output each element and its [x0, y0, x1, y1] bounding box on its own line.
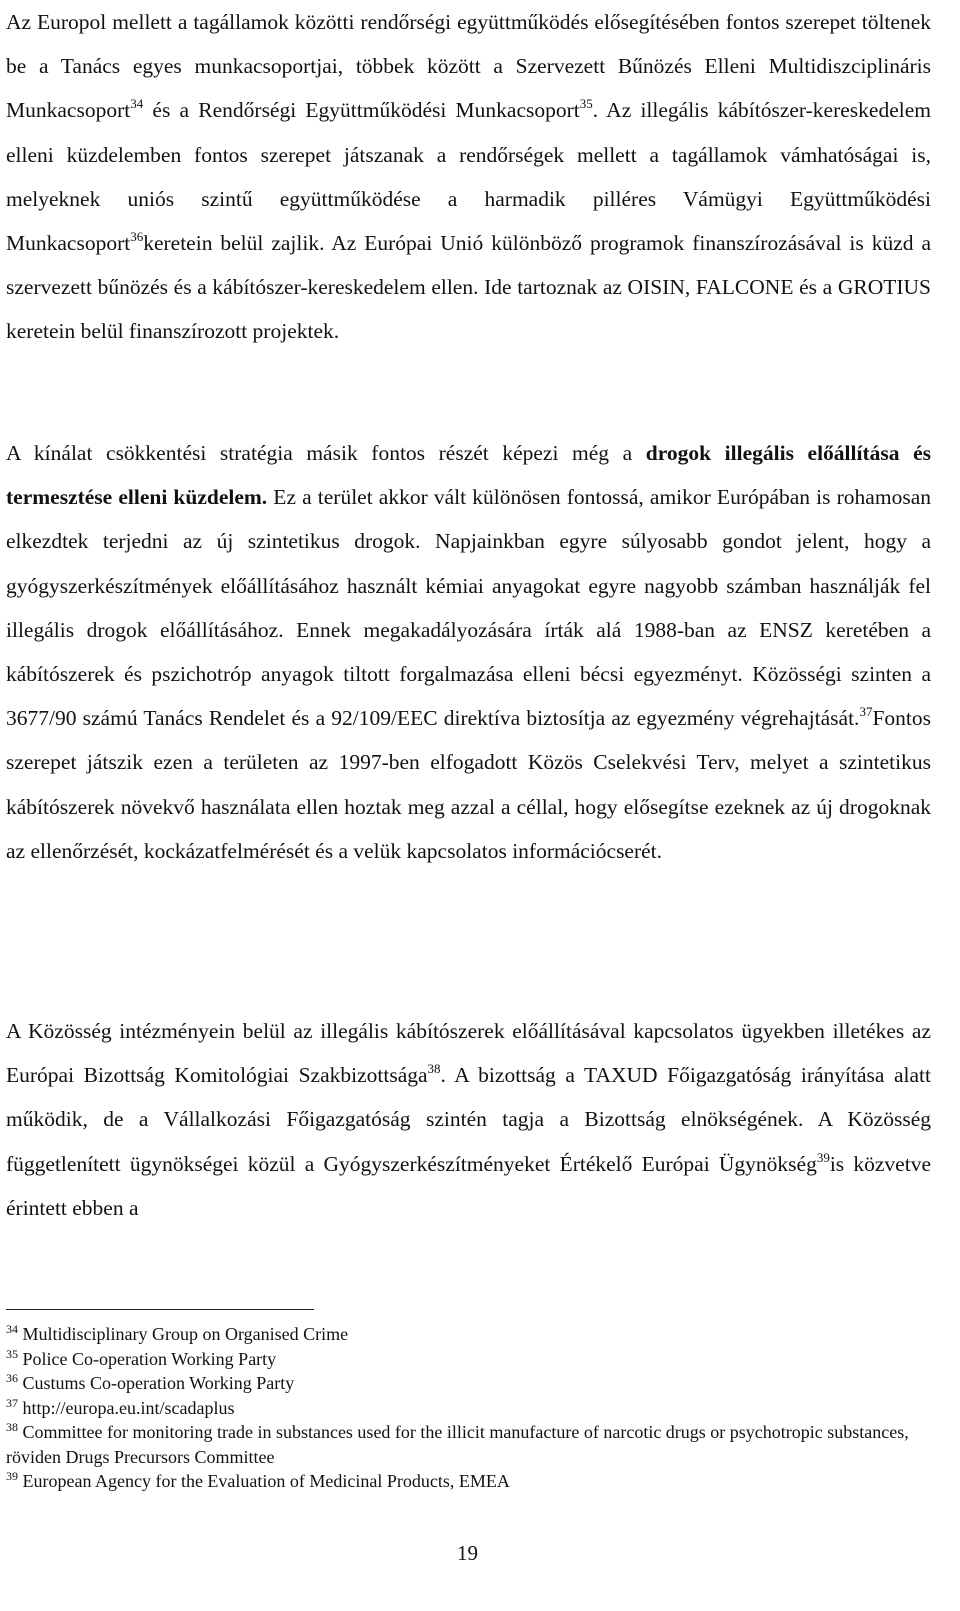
- footnote: [6, 1371, 931, 1396]
- footnote-ref: 35: [579, 96, 593, 112]
- footnote-ref: 39: [816, 1149, 830, 1165]
- footnote: [6, 1347, 931, 1372]
- footnote-number: 35: [6, 1346, 18, 1361]
- footnote-text: Multidisciplinary Group on Organised Crime: [18, 1324, 349, 1344]
- footnote: [6, 1469, 931, 1494]
- paragraph-text: és a Rendőrségi Együttműködési Munkacsoport: [143, 98, 580, 123]
- footnote-text: Committee for monitoring trade in substances used for the illicit manufacture of narcotic drugs or psychotropic substances, röviden Drugs Precursors Committee: [6, 1422, 909, 1467]
- paragraph-text: Fontos szerepet játszik ezen a területen az 1997-ben elfogadott Közös Cselekvési Terv, melyet a szintetikus kábítószerek növekvő használata ellen hoztak meg azzal a céllal, hogy elősegítse ezeknek az új drogoknak az ellenőrzését, kockázatfelmérését és a velük kapcsolatos információcserét.: [6, 706, 931, 863]
- footnote: [6, 1322, 931, 1347]
- footnote-number: 34: [6, 1322, 18, 1336]
- paragraph-text: Az Europol mellett a tagállamok közötti rendőrségi együttműködés elősegítésében fontos szerepet töltenek be a Tanács egyes munkacsoportjai, többek között a Szervezett Bűnözés Elleni Multidiszciplináris Munkacsoport: [6, 10, 931, 123]
- footnote-separator: [6, 1309, 314, 1310]
- paragraph-text: Ez a terület akkor vált különösen fontossá, amikor Európában is rohamosan elkezdtek terjedni az új szintetikus drogok. Napjainkban egyre súlyosabb gondot jelent, hogy a gyógyszerkészítmények előállításához használt kémiai anyagokat egyre nagyobb számban használják fel illegális drogok előállításához. Ennek megakadályozására írták alá 1988-ban az ENSZ keretében a kábítószerek és pszichotróp anyagok tiltott forgalmazása elleni bécsi egyezményt. Közösségi szinten a 3677/90 számú Tanács Rendelet és a 92/109/EEC direktíva biztosítja az egyezmény végrehajtását.: [6, 485, 931, 731]
- paragraph-europol: [6, 0, 931, 354]
- footnote: [6, 1420, 931, 1469]
- emphasized-text: drogok illegális előállítása és termesztése elleni küzdelem.: [6, 441, 932, 510]
- footnote-ref: 36: [130, 229, 144, 245]
- footnote-ref: 38: [427, 1061, 441, 1077]
- paragraph-community-institutions: [6, 1009, 931, 1230]
- footnote-text: http://europa.eu.int/scadaplus: [18, 1397, 235, 1418]
- paragraph-text: A Közösség intézményein belül az illegális kábítószerek előállításával kapcsolatos ügyekben illetékes az Európai Bizottság Komitológiai Szakbizottsága: [6, 1019, 931, 1088]
- paragraph-supply-reduction: [6, 431, 931, 873]
- footnote-text: Police Co-operation Working Party: [18, 1348, 277, 1369]
- paragraph-text: A kínálat csökkentési stratégia másik fontos részét képezi még a: [6, 441, 646, 465]
- footnote-number: 39: [6, 1469, 18, 1483]
- paragraph-text: keretein belül zajlik. Az Európai Unió különböző programok finanszírozásával is küzd a szervezett bűnözés és a kábítószer-kereskedelem ellen. Ide tartoznak az OISIN, FALCONE és a GROTIUS keretein belül finanszírozott projektek.: [6, 231, 931, 344]
- footnote-text: Custums Co-operation Working Party: [18, 1373, 295, 1393]
- footnote-number: 37: [6, 1395, 18, 1410]
- paragraph-text: . A bizottság a TAXUD Főigazgatóság irányítása alatt működik, de a Vállalkozási Főigazgatóság szintén tagja a Bizottság elnökségének. A Közösség függetlenített ügynökségei közül a Gyógyszerkészítményeket Értékelő Európai Ügynökség: [6, 1063, 931, 1176]
- footnote-ref: 37: [859, 704, 873, 720]
- footnote-text: European Agency for the Evaluation of Medicinal Products, EMEA: [18, 1471, 510, 1491]
- paragraph-text: is közvetve érintett ebben a: [6, 1151, 931, 1220]
- footnote-number: 36: [6, 1371, 18, 1385]
- page-number: 19: [457, 1541, 478, 1565]
- paragraph-text: . Az illegális kábítószer-kereskedelem elleni küzdelemben fontos szerepet játszanak a rendőrségek mellett a tagállamok vámhatóságai is, melyeknek uniós szintű együttműködése a harmadik pilléres Vámügyi Együttműködési Munkacsoport: [6, 98, 931, 256]
- footnotes-list: [6, 1322, 931, 1494]
- footnote-ref: 34: [130, 96, 144, 112]
- footnote-number: 38: [6, 1420, 18, 1434]
- footnote: [6, 1396, 931, 1421]
